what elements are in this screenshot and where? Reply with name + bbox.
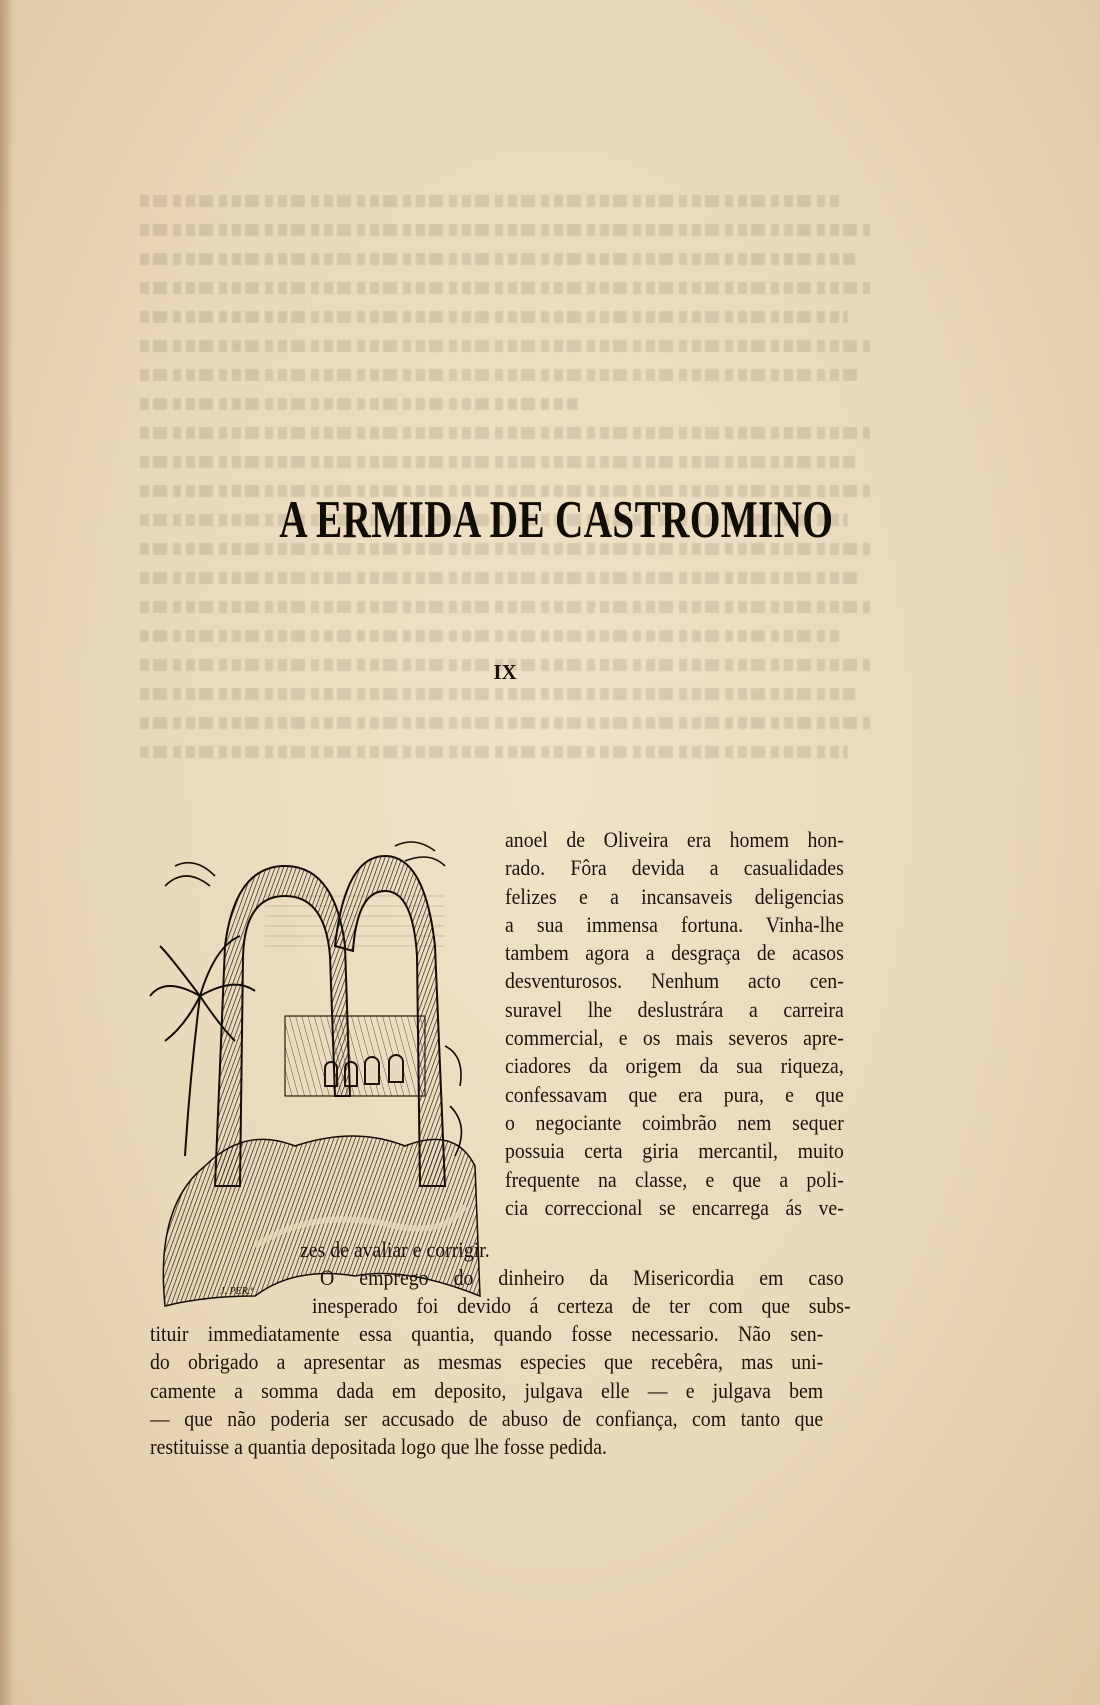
text-line: desventurosos. Nenhum acto cen- <box>505 968 844 994</box>
article-title: A ERMIDA DE CASTROMINO <box>279 491 834 549</box>
reverse-page-bleed-through <box>140 160 870 810</box>
text-line: inesperado foi devido á certeza de ter com que subs- <box>312 1293 851 1318</box>
page-spine-shadow <box>0 0 14 1705</box>
text-line: tituir immediatamente essa quantia, quando fosse necessario. Não sen- <box>150 1321 824 1346</box>
paragraph-1-wrapped <box>505 826 905 1222</box>
text-line: frequente na classe, e que a poli- <box>505 1166 844 1192</box>
text-line: anoel de Oliveira era homem hon- <box>505 827 844 852</box>
text-line: felizes e a incansaveis deligencias <box>505 883 844 909</box>
text-line: suravel lhe deslustrára a carreira <box>505 996 844 1022</box>
paragraph-1-end <box>300 1236 700 1264</box>
chapter-number: IX <box>493 660 517 684</box>
text-line: commercial, e os mais severos apre- <box>505 1025 844 1051</box>
text-line: rado. Fôra devida a casualidades <box>505 855 844 881</box>
text-line: do obrigado a apresentar as mesmas especies que recebêra, mas uni- <box>150 1349 824 1375</box>
text-line: camente a somma dada em deposito, julgava elle — e julgava bem <box>150 1377 824 1403</box>
text-line: tambem agora a desgraça de acasos <box>505 940 844 966</box>
paragraph-2-first-line <box>320 1264 880 1292</box>
text-line: o negociante coimbrão nem sequer <box>505 1109 844 1135</box>
text-line: restituisse a quantia depositada logo que lhe fosse pedida. <box>150 1434 607 1460</box>
text-line: confessavam que era pura, e que <box>505 1081 844 1107</box>
illustration-signature: J. PER.ª <box>220 1286 254 1297</box>
paragraph-2-second-line <box>312 1292 872 1320</box>
text-line: O emprego do dinheiro da Misericordia em caso <box>320 1265 844 1290</box>
text-line: zes de avaliar e corrigir. <box>300 1237 490 1262</box>
paragraph-2-body <box>150 1320 860 1461</box>
text-line: — que não poderia ser accusado de abuso de confiança, com tanto que <box>150 1405 824 1431</box>
text-line: ciadores da origem da sua riqueza, <box>505 1053 844 1079</box>
text-line: a sua immensa fortuna. Vinha-lhe <box>505 911 844 937</box>
text-line: cia correccional se encarrega ás ve- <box>505 1194 844 1220</box>
text-line: possuia certa giria mercantil, muito <box>505 1138 844 1164</box>
